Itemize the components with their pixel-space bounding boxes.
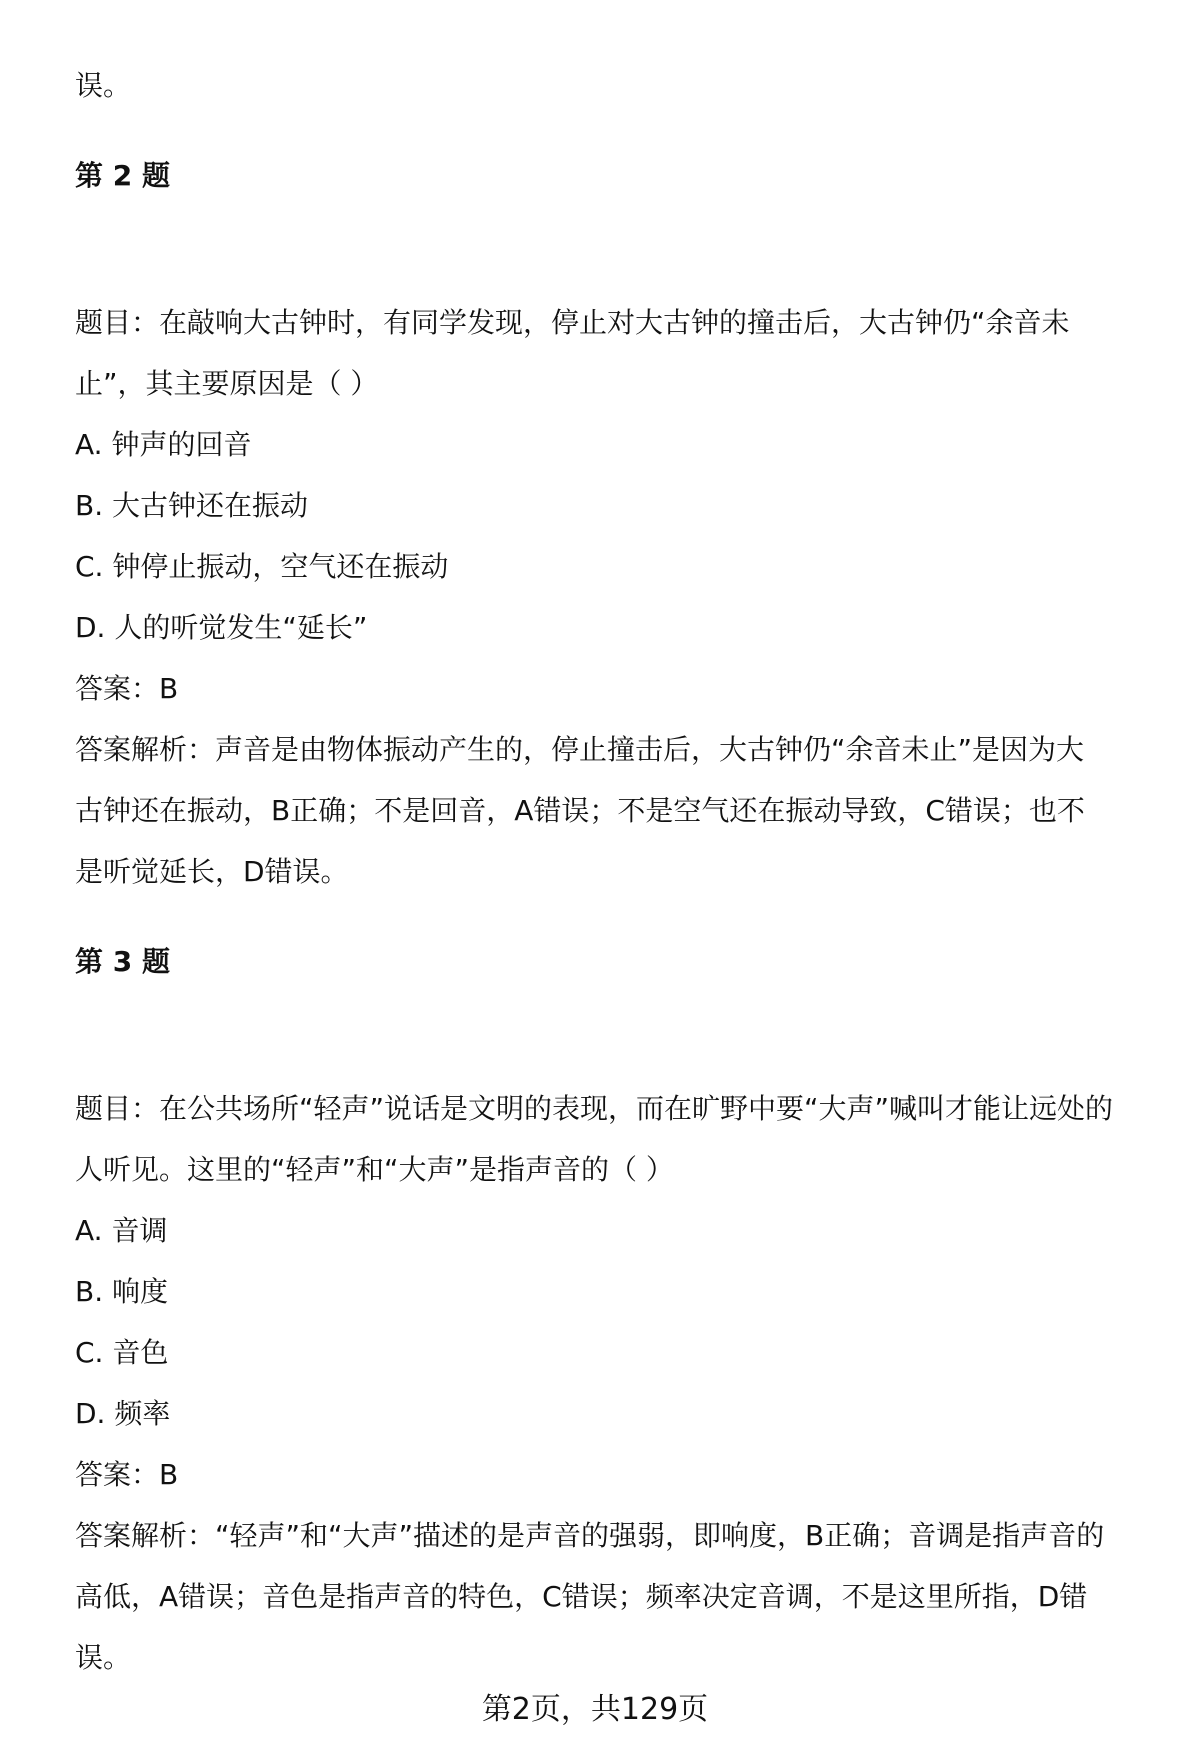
question-2-stem-line-2: 止”，其主要原因是（ ）: [75, 367, 379, 400]
question-2-analysis-line-1: 答案解析：声音是由物体振动产生的，停止撞击后，大古钟仍“余音未止”是因为大: [75, 733, 1085, 766]
carryover-text: 误。: [75, 69, 132, 102]
page-number-footer: 第2页，共129页: [481, 1692, 709, 1727]
question-3-option-d: D. 频率: [75, 1397, 171, 1430]
question-2-option-d: D. 人的听觉发生“延长”: [75, 611, 368, 644]
question-3-stem-line-1: 题目：在公共场所“轻声”说话是文明的表现，而在旷野中要“大声”喊叫才能让远处的: [75, 1092, 1114, 1125]
question-2-answer: 答案：B: [75, 672, 179, 705]
question-2-stem-line-1: 题目：在敲响大古钟时，有同学发现，停止对大古钟的撞击后，大古钟仍“余音未: [75, 306, 1070, 339]
question-3-answer: 答案：B: [75, 1458, 179, 1491]
question-2-option-c: C. 钟停止振动，空气还在振动: [75, 550, 449, 583]
question-3-analysis-line-2: 高低，A错误；音色是指声音的特色，C错误；频率决定音调，不是这里所指，D错: [75, 1580, 1088, 1613]
question-2-analysis-line-3: 是听觉延长，D错误。: [75, 855, 349, 888]
question-2-option-a: A. 钟声的回音: [75, 428, 252, 461]
question-3-option-a: A. 音调: [75, 1214, 168, 1247]
question-2-heading: 第 2 题: [75, 159, 170, 192]
question-3-analysis-line-3: 误。: [75, 1641, 132, 1674]
question-3-option-c: C. 音色: [75, 1336, 169, 1369]
question-2-analysis-line-2: 古钟还在振动，B正确；不是回音，A错误；不是空气还在振动导致，C错误；也不: [75, 794, 1085, 827]
question-3-analysis-line-1: 答案解析：“轻声”和“大声”描述的是声音的强弱，即响度，B正确；音调是指声音的: [75, 1519, 1105, 1552]
question-3-stem-line-2: 人听见。这里的“轻声”和“大声”是指声音的（ ）: [75, 1153, 674, 1186]
question-3-option-b: B. 响度: [75, 1275, 169, 1308]
question-3-heading: 第 3 题: [75, 945, 170, 978]
question-2-option-b: B. 大古钟还在振动: [75, 489, 309, 522]
